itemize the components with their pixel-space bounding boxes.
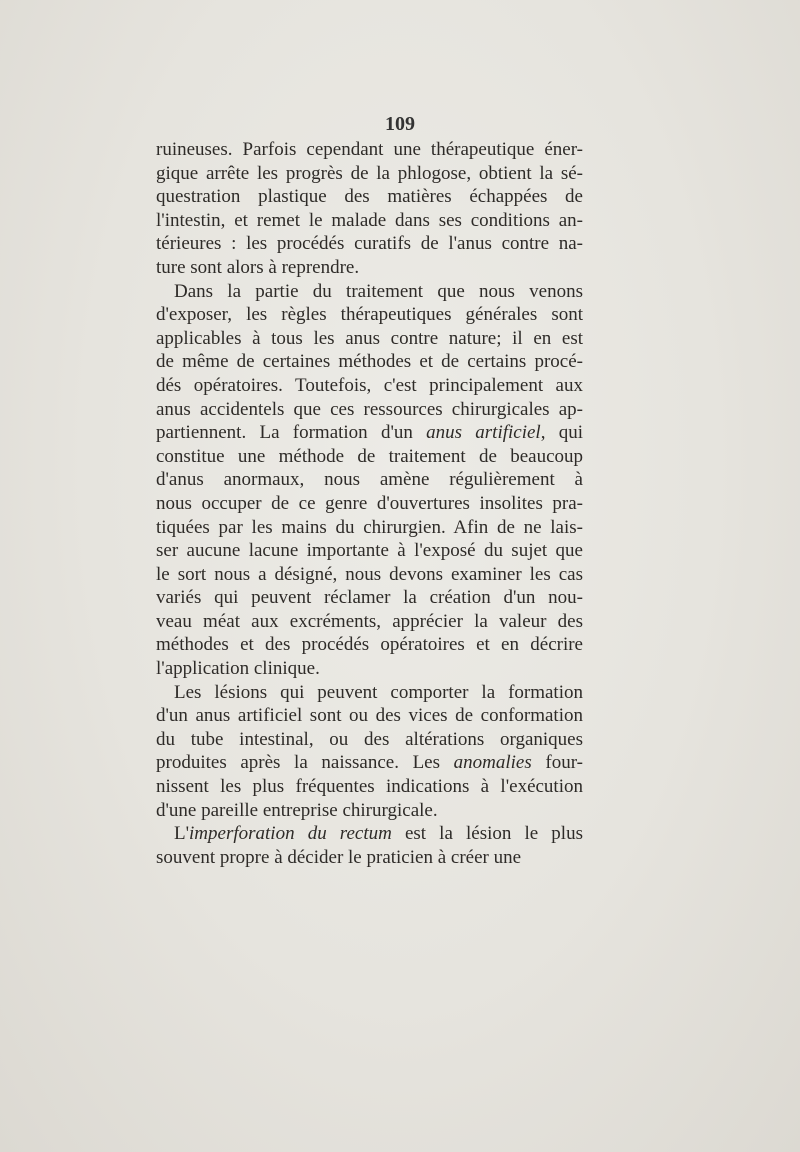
text-segment: ruineuses. Parfois cependant une thérapeutique éner- [156, 139, 583, 160]
body-text [156, 138, 583, 869]
text-segment: four- [531, 752, 583, 774]
text-line [156, 398, 583, 422]
text-segment: , qui [540, 422, 584, 444]
text-line [156, 681, 583, 705]
text-segment: variés qui peuvent réclamer la création d'un nou- [156, 587, 583, 609]
text-line [156, 799, 583, 823]
text-line [156, 846, 583, 870]
text-segment: nissent les plus fréquentes indications à l'exécution [156, 776, 583, 798]
text-line [156, 162, 583, 186]
text-segment: ture sont alors à reprendre. [156, 256, 360, 278]
text-segment: tiquées par les mains du chirurgien. Afin de ne lais- [156, 516, 583, 538]
text-line [156, 374, 583, 398]
text-line [156, 209, 583, 233]
text-segment: produites après la naissance. Les [156, 752, 454, 774]
text-segment: partiennent. La formation d'un [156, 422, 427, 444]
text-segment: dés opératoires. Toutefois, c'est principalement aux [156, 374, 583, 396]
text-line [156, 539, 583, 563]
text-segment: souvent propre à décider le praticien à créer une [156, 846, 522, 868]
text-segment: L' [174, 823, 190, 845]
text-line [156, 516, 583, 540]
text-line [156, 633, 583, 657]
text-segment: est la lésion le plus [391, 823, 583, 845]
text-line [156, 775, 583, 799]
text-line [156, 421, 583, 445]
text-segment: de même de certaines méthodes et de certains procé- [156, 351, 583, 373]
text-segment: d'anus anormaux, nous amène régulièrement à [156, 469, 583, 491]
text-line [156, 185, 583, 209]
text-line [156, 751, 583, 775]
text-line [156, 563, 583, 587]
text-line [156, 327, 583, 351]
text-segment: applicables à tous les anus contre nature; il en est [156, 327, 583, 349]
text-segment: du tube intestinal, ou des altérations organiques [156, 728, 583, 750]
text-line [156, 350, 583, 374]
text-line [156, 256, 583, 280]
text-segment: méthodes et des procédés opératoires et en décrire [156, 634, 583, 656]
text-segment: térieures : les procédés curatifs de l'anus contre na- [156, 233, 583, 255]
text-line [156, 138, 583, 162]
text-line [156, 728, 583, 752]
italic-text: imperforation du rectum [189, 823, 392, 845]
text-line [156, 822, 583, 846]
text-line [156, 280, 583, 304]
text-segment: l'intestin, et remet le malade dans ses conditions an- [156, 209, 583, 231]
italic-text: anus artificiel [426, 422, 541, 444]
text-line [156, 586, 583, 610]
page-number: 109 [385, 113, 415, 135]
text-segment: l'application clinique. [156, 658, 320, 680]
text-line [156, 657, 583, 681]
text-segment: constitue une méthode de traitement de beaucoup [156, 445, 583, 467]
text-segment: Dans la partie du traitement que nous venons [174, 280, 583, 302]
text-segment: nous occuper de ce genre d'ouvertures insolites pra- [156, 492, 583, 514]
text-segment: anus accidentels que ces ressources chirurgicales ap- [156, 398, 583, 420]
text-segment: veau méat aux excréments, apprécier la valeur des [156, 610, 583, 632]
text-line [156, 610, 583, 634]
text-segment: le sort nous a désigné, nous devons examiner les cas [156, 563, 583, 585]
text-line [156, 468, 583, 492]
text-line [156, 445, 583, 469]
text-line [156, 704, 583, 728]
italic-text: anomalies [453, 752, 532, 774]
text-segment: ser aucune lacune importante à l'exposé du sujet que [156, 540, 583, 562]
text-line [156, 492, 583, 516]
text-segment: d'un anus artificiel sont ou des vices de conformation [156, 705, 583, 727]
text-line [156, 303, 583, 327]
text-segment: d'exposer, les règles thérapeutiques générales sont [156, 304, 583, 326]
text-segment: d'une pareille entreprise chirurgicale. [156, 799, 438, 821]
text-segment: gique arrête les progrès de la phlogose, obtient la sé- [156, 162, 583, 184]
text-segment: questration plastique des matières échappées de [156, 186, 583, 208]
text-segment: Les lésions qui peuvent comporter la formation [174, 681, 583, 703]
text-line [156, 232, 583, 256]
